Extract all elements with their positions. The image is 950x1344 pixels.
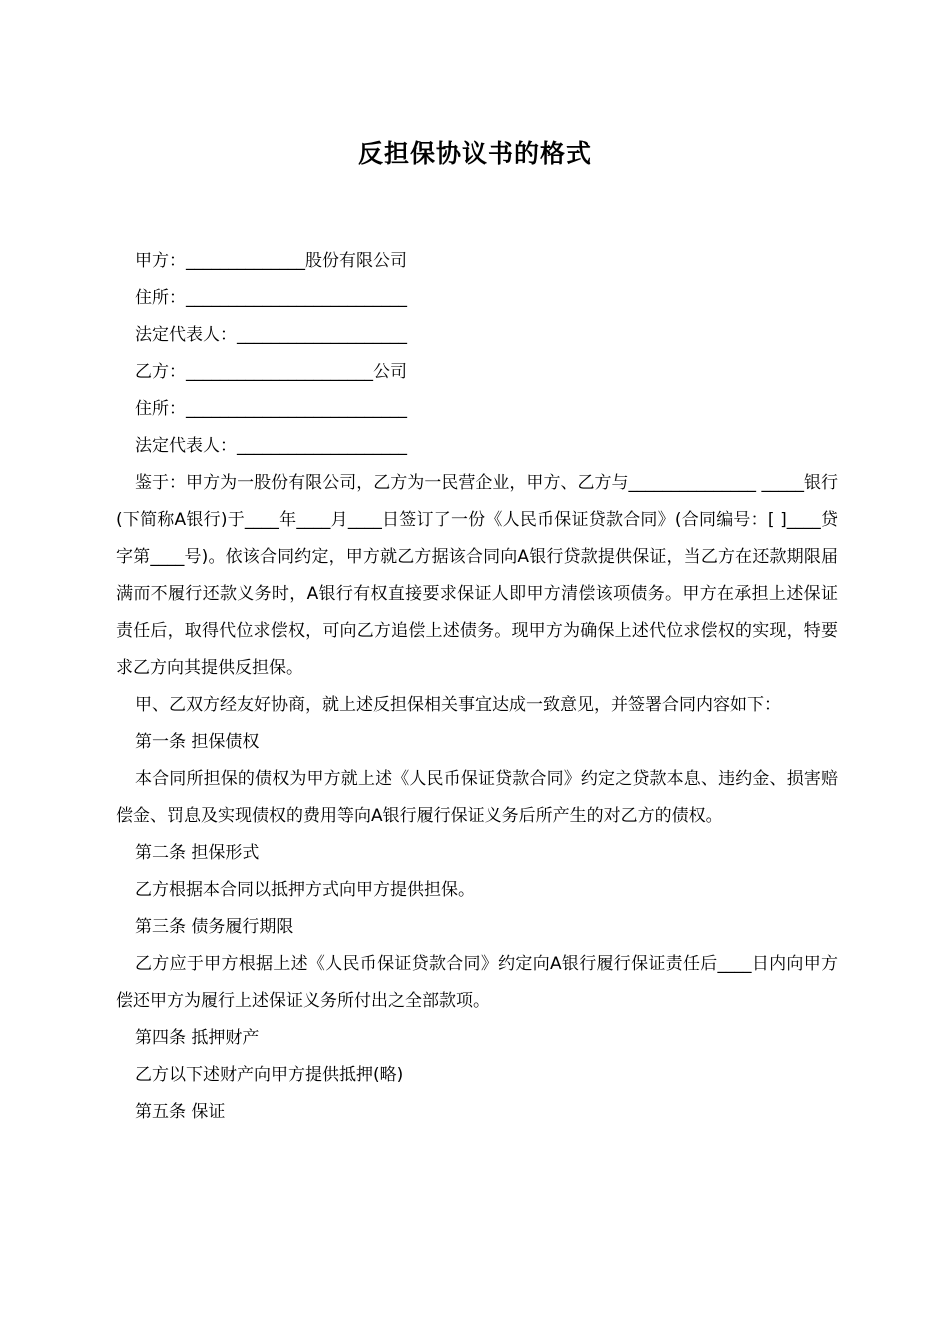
article-2-body: 乙方根据本合同以抵押方式向甲方提供担保。 (135, 880, 475, 900)
article-2-heading: 第二条 担保形式 (135, 843, 260, 863)
party-b-representative: 法定代表人：____________________ (135, 436, 407, 456)
article-1-body: 本合同所担保的债权为甲方就上述《人民币保证贷款合同》约定之贷款本息、违约金、损害赔偿金、罚息及实现债权的费用等向A银行履行保证义务后所产生的对乙方的债权。 (116, 769, 838, 826)
article-3-heading: 第三条 债务履行期限 (135, 917, 294, 937)
article-4-heading: 第四条 抵押财产 (135, 1028, 260, 1048)
document-body (116, 243, 838, 1131)
party-a-name: 甲方：______________股份有限公司 (135, 251, 407, 271)
recital-paragraph: 鉴于：甲方为一股份有限公司，乙方为一民营企业，甲方、乙方与_______________ _____银行(下简称A银行)于____年____月____日签订了一份《人民币保证贷款合同》(合同编号：[ ]____贷字第____号)。依该合同约定，甲方就乙方据该合同向A银行贷款提供保证，当乙方在还款期限届满而不履行还款义务时，A银行有权直接要求保证人即甲方清偿该项债务。甲方在承担上述保证责任后，取得代位求偿权，可向乙方追偿上述债务。现甲方为确保上述代位求偿权的实现，特要求乙方向其提供反担保。 (116, 473, 838, 678)
article-4-body: 乙方以下述财产向甲方提供抵押(略) (135, 1065, 404, 1085)
party-a-address: 住所：__________________________ (135, 288, 407, 308)
party-b-address: 住所：__________________________ (135, 399, 407, 419)
article-1-heading: 第一条 担保债权 (135, 732, 260, 752)
article-3-body: 乙方应于甲方根据上述《人民币保证贷款合同》约定向A银行履行保证责任后____日内向甲方偿还甲方为履行上述保证义务所付出之全部款项。 (116, 954, 838, 1011)
article-5-heading: 第五条 保证 (135, 1102, 226, 1122)
agreement-intro-paragraph: 甲、乙双方经友好协商，就上述反担保相关事宜达成一致意见，并签署合同内容如下： (135, 695, 781, 715)
party-a-representative: 法定代表人：____________________ (135, 325, 407, 345)
document-title: 反担保协议书的格式 (357, 139, 592, 168)
party-b-name: 乙方：______________________公司 (135, 362, 407, 382)
